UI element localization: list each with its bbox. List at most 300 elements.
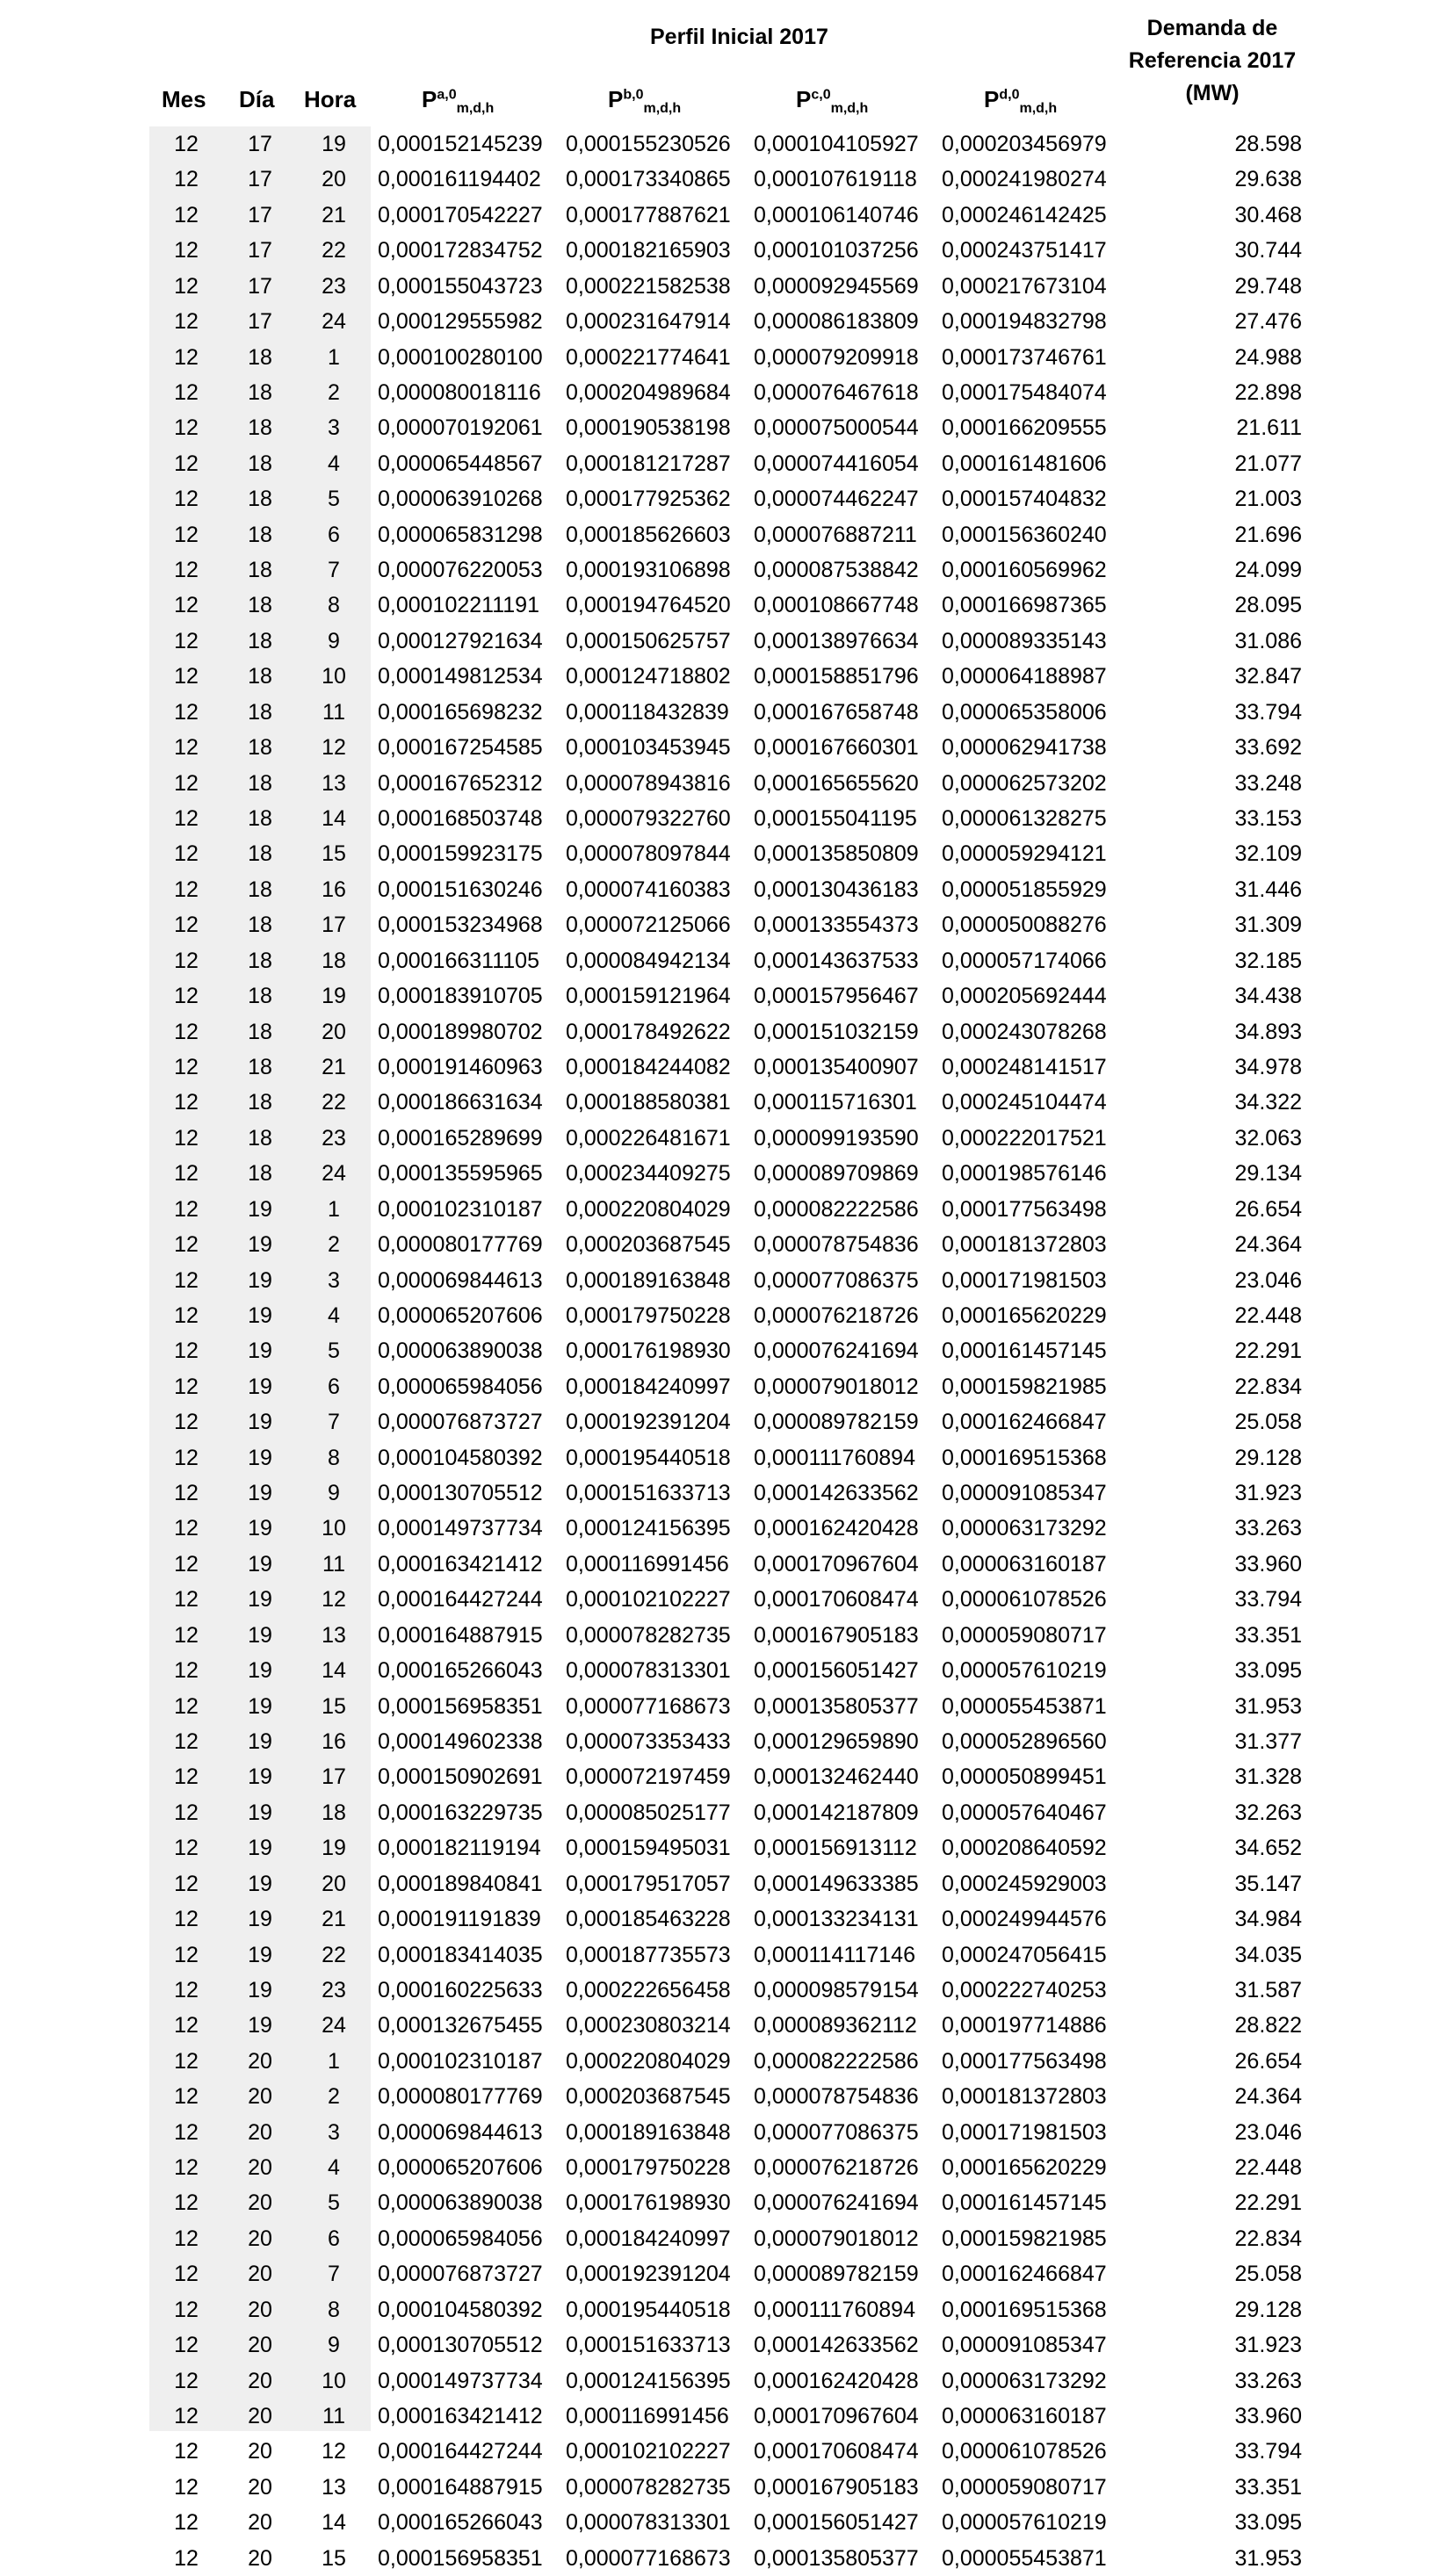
cell-hora: 19 [322, 984, 346, 1009]
cell-mes: 12 [174, 1445, 199, 1470]
cell-pc: 0,000078754836 [754, 1232, 919, 1258]
cell-pa: 0,000149737734 [378, 2368, 543, 2393]
cell-demanda: 31.328 [1234, 1764, 1302, 1790]
cell-pa: 0,000102211191 [378, 593, 539, 618]
cell-hora: 17 [322, 1764, 346, 1790]
cell-pd: 0,000065358006 [942, 699, 1107, 725]
cell-demanda: 33.153 [1234, 806, 1302, 832]
cell-pc: 0,000142633562 [754, 1481, 919, 1506]
cell-demanda: 33.263 [1234, 1516, 1302, 1541]
pb-subscript: m,d,h [643, 101, 682, 117]
cell-pb: 0,000195440518 [566, 2297, 731, 2322]
cell-demanda: 32.063 [1234, 1125, 1302, 1151]
cell-hora: 9 [328, 2333, 340, 2358]
table-row [0, 1689, 1453, 1724]
cell-pa: 0,000080177769 [378, 2084, 543, 2110]
cell-pa: 0,000153234968 [378, 913, 543, 938]
cell-demanda: 33.095 [1234, 1658, 1302, 1684]
cell-pd: 0,000091085347 [942, 2333, 1107, 2358]
cell-mes: 12 [174, 1622, 199, 1648]
cell-dia: 19 [248, 1196, 272, 1222]
table-row [0, 2115, 1453, 2150]
cell-mes: 12 [174, 1267, 199, 1293]
cell-pb: 0,000176198930 [566, 1339, 731, 1364]
cell-pb: 0,000072125066 [566, 913, 731, 938]
cell-pd: 0,000059080717 [942, 2474, 1107, 2500]
cell-hora: 10 [322, 2368, 346, 2393]
cell-pa: 0,000165289699 [378, 1125, 543, 1151]
cell-pc: 0,000076241694 [754, 2190, 919, 2216]
cell-pc: 0,000142187809 [754, 1800, 919, 1825]
cell-pc: 0,000156051427 [754, 2510, 919, 2536]
table-row [0, 659, 1453, 694]
cell-pb: 0,000077168673 [566, 2545, 731, 2571]
cell-pd: 0,000173746761 [942, 344, 1107, 370]
cell-pc: 0,000089362112 [754, 2013, 917, 2038]
cell-hora: 2 [328, 2084, 340, 2110]
cell-pa: 0,000069844613 [378, 1267, 543, 1293]
table-row [0, 1937, 1453, 1973]
cell-dia: 18 [248, 1090, 272, 1115]
cell-mes: 12 [174, 2297, 199, 2322]
table-row [0, 1333, 1453, 1368]
cell-demanda: 33.351 [1234, 1622, 1302, 1648]
cell-demanda: 34.322 [1234, 1090, 1302, 1115]
cell-mes: 12 [174, 1339, 199, 1364]
cell-demanda: 30.744 [1234, 238, 1302, 263]
cell-pa: 0,000065984056 [378, 1374, 543, 1399]
cell-mes: 12 [174, 2404, 199, 2428]
cell-mes: 12 [174, 735, 199, 761]
cell-pd: 0,000091085347 [942, 1481, 1107, 1506]
cell-mes: 12 [174, 628, 199, 653]
cell-pa: 0,000076873727 [378, 2262, 543, 2287]
cell-dia: 19 [248, 1907, 272, 1932]
cell-pc: 0,000167660301 [754, 735, 919, 761]
cell-mes: 12 [174, 913, 199, 938]
cell-dia: 18 [248, 699, 272, 725]
cell-pb: 0,000176198930 [566, 2190, 731, 2216]
column-header-mes: Mes [162, 86, 206, 112]
cell-demanda: 33.794 [1234, 699, 1302, 725]
cell-pb: 0,000184240997 [566, 1374, 731, 1399]
cell-hora: 9 [328, 628, 340, 653]
cell-pb: 0,000220804029 [566, 2048, 731, 2074]
cell-pa: 0,000164427244 [378, 2439, 543, 2464]
cell-mes: 12 [174, 770, 199, 796]
cell-mes: 12 [174, 593, 199, 618]
cell-pd: 0,000057174066 [942, 948, 1107, 973]
cell-pb: 0,000102102227 [566, 1587, 731, 1613]
cell-pb: 0,000078313301 [566, 2510, 731, 2536]
cell-pb: 0,000124718802 [566, 664, 731, 689]
cell-pc: 0,000078754836 [754, 2084, 919, 2110]
cell-pd: 0,000217673104 [942, 273, 1107, 299]
cell-mes: 12 [174, 1942, 199, 1967]
cell-pa: 0,000149737734 [378, 1516, 543, 1541]
cell-pd: 0,000245929003 [942, 1871, 1107, 1896]
cell-demanda: 34.035 [1234, 1942, 1302, 1967]
cell-demanda: 32.185 [1234, 948, 1302, 973]
cell-pb: 0,000085025177 [566, 1800, 731, 1825]
cell-pa: 0,000065984056 [378, 2226, 543, 2251]
cell-demanda: 25.058 [1234, 1410, 1302, 1435]
cell-mes: 12 [174, 1302, 199, 1328]
cell-pa: 0,000130705512 [378, 1481, 543, 1506]
table-row [0, 2044, 1453, 2079]
cell-pa: 0,000102310187 [378, 1196, 543, 1222]
cell-pa: 0,000163421412 [378, 1551, 543, 1577]
cell-demanda: 29.128 [1234, 2297, 1302, 2322]
cell-mes: 12 [174, 132, 199, 156]
cell-pb: 0,000179750228 [566, 1302, 731, 1328]
cell-demanda: 22.291 [1234, 2190, 1302, 2216]
table-row [0, 907, 1453, 942]
cell-pd: 0,000063160187 [942, 1551, 1107, 1577]
cell-pa: 0,000170542227 [378, 202, 543, 227]
cell-demanda: 22.834 [1234, 2226, 1302, 2251]
cell-pa: 0,000189840841 [378, 1871, 543, 1896]
cell-pc: 0,000092945569 [754, 273, 919, 299]
cell-dia: 19 [248, 1302, 272, 1328]
cell-pc: 0,000074462247 [754, 487, 919, 512]
cell-pb: 0,000116991456 [566, 1551, 729, 1577]
cell-demanda: 22.448 [1234, 2155, 1302, 2181]
cell-mes: 12 [174, 1374, 199, 1399]
pc-subscript: m,d,h [830, 101, 869, 117]
cell-mes: 12 [174, 2119, 199, 2145]
cell-mes: 12 [174, 1090, 199, 1115]
cell-dia: 20 [248, 2439, 272, 2464]
pa-superscript: a,0 [437, 87, 457, 103]
cell-dia: 20 [248, 2048, 272, 2074]
cell-pc: 0,000089782159 [754, 1410, 919, 1435]
cell-pc: 0,000156913112 [754, 1836, 917, 1861]
cell-pc: 0,000089709869 [754, 1161, 919, 1187]
cell-dia: 17 [248, 238, 272, 263]
cell-pd: 0,000247056415 [942, 1942, 1107, 1967]
cell-pc: 0,000155041195 [754, 806, 917, 832]
cell-pd: 0,000243751417 [942, 238, 1107, 263]
table-row [0, 1830, 1453, 1865]
cell-dia: 19 [248, 1977, 272, 2002]
cell-pa: 0,000065207606 [378, 2155, 543, 2181]
cell-pb: 0,000173340865 [566, 167, 731, 192]
cell-pd: 0,000161457145 [942, 2190, 1107, 2216]
cell-hora: 23 [322, 273, 346, 299]
cell-demanda: 28.095 [1234, 593, 1302, 618]
cell-demanda: 31.446 [1234, 877, 1302, 902]
cell-dia: 18 [248, 1054, 272, 1079]
table-row [0, 410, 1453, 445]
cell-pc: 0,000170608474 [754, 1587, 919, 1613]
cell-pa: 0,000161194402 [378, 167, 541, 192]
column-header-pd: P$^{d,0}_{m,d,h}$ [984, 86, 1058, 117]
cell-pb: 0,000194764520 [566, 593, 731, 618]
cell-mes: 12 [174, 1693, 199, 1719]
cell-pa: 0,000165266043 [378, 1658, 543, 1684]
cell-pc: 0,000079018012 [754, 2226, 919, 2251]
cell-pb: 0,000150625757 [566, 628, 731, 653]
cell-dia: 18 [248, 344, 272, 370]
cell-dia: 19 [248, 1410, 272, 1435]
cell-dia: 17 [248, 309, 272, 335]
cell-pc: 0,000132462440 [754, 1764, 919, 1790]
cell-pb: 0,000190538198 [566, 415, 731, 441]
cell-pc: 0,000099193590 [754, 1125, 919, 1151]
cell-pd: 0,000194832798 [942, 309, 1107, 335]
column-header-hora: Hora [304, 86, 357, 112]
cell-pa: 0,000080018116 [378, 379, 541, 405]
cell-pc: 0,000108667748 [754, 593, 919, 618]
cell-hora: 16 [322, 1728, 346, 1754]
cell-pd: 0,000205692444 [942, 984, 1107, 1009]
cell-hora: 7 [328, 2262, 340, 2287]
cell-pa: 0,000069844613 [378, 2119, 543, 2145]
cell-dia: 20 [248, 2155, 272, 2181]
cell-mes: 12 [174, 1871, 199, 1896]
cell-hora: 3 [328, 2119, 340, 2145]
column-header-pa: P$^{a,0}_{m,d,h}$ [422, 86, 495, 117]
cell-pc: 0,000165655620 [754, 770, 919, 796]
cell-pb: 0,000221582538 [566, 273, 731, 299]
cell-hora: 13 [322, 770, 346, 796]
cell-hora: 15 [322, 1693, 346, 1719]
table-row [0, 481, 1453, 516]
cell-dia: 17 [248, 132, 272, 156]
table-row [0, 517, 1453, 552]
cell-pd: 0,000051855929 [942, 877, 1107, 902]
cell-pd: 0,000198576146 [942, 1161, 1107, 1187]
cell-mes: 12 [174, 1977, 199, 2002]
cell-pc: 0,000162420428 [754, 2368, 919, 2393]
table-row [0, 2008, 1453, 2043]
cell-pd: 0,000171981503 [942, 1267, 1107, 1293]
cell-pc: 0,000135850809 [754, 841, 919, 867]
cell-hora: 18 [322, 948, 346, 973]
cell-mes: 12 [174, 1587, 199, 1613]
cell-pa: 0,000150902691 [378, 1764, 543, 1790]
cell-mes: 12 [174, 1551, 199, 1577]
cell-dia: 19 [248, 1693, 272, 1719]
cell-demanda: 31.923 [1234, 1481, 1302, 1506]
table-row [0, 1440, 1453, 1476]
cell-pd: 0,000248141517 [942, 1054, 1107, 1079]
table-row [0, 943, 1453, 978]
cell-pd: 0,000156360240 [942, 522, 1107, 547]
cell-hora: 10 [322, 664, 346, 689]
table-row [0, 2292, 1453, 2327]
cell-hora: 23 [322, 1977, 346, 2002]
cell-pa: 0,000132675455 [378, 2013, 543, 2038]
cell-pc: 0,000076218726 [754, 2155, 919, 2181]
cell-pd: 0,000222740253 [942, 1977, 1107, 2002]
cell-dia: 20 [248, 2190, 272, 2216]
cell-pd: 0,000177563498 [942, 2048, 1107, 2074]
cell-mes: 12 [174, 984, 199, 1009]
cell-demanda: 26.654 [1234, 1196, 1302, 1222]
cell-pc: 0,000098579154 [754, 1977, 919, 2002]
cell-dia: 20 [248, 2084, 272, 2110]
cell-dia: 20 [248, 2226, 272, 2251]
cell-mes: 12 [174, 1019, 199, 1044]
cell-dia: 20 [248, 2474, 272, 2500]
cell-mes: 12 [174, 699, 199, 725]
cell-pd: 0,000165620229 [942, 1302, 1107, 1328]
cell-hora: 21 [322, 202, 346, 227]
cell-pa: 0,000189980702 [378, 1019, 543, 1044]
cell-pa: 0,000168503748 [378, 806, 543, 832]
cell-mes: 12 [174, 2262, 199, 2287]
cell-pb: 0,000179750228 [566, 2155, 731, 2181]
cell-dia: 18 [248, 522, 272, 547]
table-row [0, 1298, 1453, 1333]
cell-hora: 14 [322, 806, 346, 832]
table-row [0, 340, 1453, 375]
cell-hora: 16 [322, 877, 346, 902]
cell-pc: 0,000082222586 [754, 2048, 919, 2074]
cell-pa: 0,000165266043 [378, 2510, 543, 2536]
table-row [0, 1085, 1453, 1120]
cell-mes: 12 [174, 2084, 199, 2110]
cell-pb: 0,000230803214 [566, 2013, 731, 2038]
cell-demanda: 34.652 [1234, 1836, 1302, 1861]
table-row [0, 1227, 1453, 1262]
table-row [0, 1050, 1453, 1085]
cell-mes: 12 [174, 2545, 199, 2571]
cell-pd: 0,000057610219 [942, 1658, 1107, 1684]
cell-pb: 0,000118432839 [566, 699, 729, 725]
cell-dia: 20 [248, 2510, 272, 2536]
table-row [0, 162, 1453, 197]
cell-pd: 0,000061078526 [942, 2439, 1107, 2464]
cell-pa: 0,000165698232 [378, 699, 543, 725]
cell-dia: 19 [248, 1339, 272, 1364]
cell-hora: 4 [328, 451, 340, 476]
cell-pd: 0,000177563498 [942, 1196, 1107, 1222]
cell-hora: 11 [322, 1551, 345, 1577]
cell-mes: 12 [174, 2439, 199, 2464]
cell-mes: 12 [174, 1658, 199, 1684]
table-row [0, 1901, 1453, 1937]
cell-dia: 19 [248, 1374, 272, 1399]
table-row [0, 269, 1453, 304]
cell-demanda: 28.598 [1234, 132, 1302, 156]
cell-dia: 18 [248, 984, 272, 1009]
cell-dia: 19 [248, 1481, 272, 1506]
cell-pc: 0,000143637533 [754, 948, 919, 973]
cell-pb: 0,000078313301 [566, 1658, 731, 1684]
table-row [0, 1653, 1453, 1688]
cell-pd: 0,000241980274 [942, 167, 1107, 192]
cell-pa: 0,000160225633 [378, 1977, 543, 2002]
cell-pc: 0,000151032159 [754, 1019, 919, 1044]
cell-hora: 23 [322, 1125, 346, 1151]
cell-mes: 12 [174, 841, 199, 867]
cell-mes: 12 [174, 167, 199, 192]
cell-pa: 0,000063890038 [378, 1339, 543, 1364]
cell-dia: 18 [248, 877, 272, 902]
cell-dia: 19 [248, 1942, 272, 1967]
cell-demanda: 33.351 [1234, 2474, 1302, 2500]
cell-demanda: 29.128 [1234, 1445, 1302, 1470]
cell-hora: 17 [322, 913, 346, 938]
cell-pb: 0,000116991456 [566, 2404, 729, 2428]
cell-mes: 12 [174, 1764, 199, 1790]
cell-pc: 0,000167905183 [754, 2474, 919, 2500]
cell-mes: 12 [174, 2013, 199, 2038]
cell-pc: 0,000142633562 [754, 2333, 919, 2358]
cell-pa: 0,000167254585 [378, 735, 543, 761]
cell-pc: 0,000149633385 [754, 1871, 919, 1896]
cell-hora: 12 [322, 2439, 346, 2464]
demand-column-header [1116, 12, 1309, 110]
cell-pd: 0,000061078526 [942, 1587, 1107, 1613]
cell-dia: 19 [248, 1267, 272, 1293]
cell-hora: 6 [328, 522, 340, 547]
cell-pc: 0,000167905183 [754, 1622, 919, 1648]
cell-hora: 15 [322, 2545, 346, 2571]
cell-demanda: 31.377 [1234, 1728, 1302, 1754]
cell-demanda: 33.095 [1234, 2510, 1302, 2536]
cell-dia: 18 [248, 913, 272, 938]
cell-demanda: 29.748 [1234, 273, 1302, 299]
cell-pa: 0,000163229735 [378, 1800, 543, 1825]
cell-hora: 14 [322, 1658, 346, 1684]
cell-hora: 12 [322, 1587, 346, 1613]
cell-hora: 22 [322, 1090, 346, 1115]
cell-pb: 0,000072197459 [566, 1764, 731, 1790]
cell-pc: 0,000076467618 [754, 379, 919, 405]
cell-pa: 0,000183414035 [378, 1942, 543, 1967]
cell-pc: 0,000077086375 [754, 2119, 919, 2145]
cell-pb: 0,000192391204 [566, 1410, 731, 1435]
cell-hora: 22 [322, 1942, 346, 1967]
cell-dia: 18 [248, 1161, 272, 1187]
cell-dia: 17 [248, 202, 272, 227]
cell-mes: 12 [174, 1410, 199, 1435]
table-row [0, 1121, 1453, 1156]
cell-pb: 0,000195440518 [566, 1445, 731, 1470]
cell-pa: 0,000149602338 [378, 1728, 543, 1754]
cell-pa: 0,000129555982 [378, 309, 543, 335]
cell-pd: 0,000064188987 [942, 664, 1107, 689]
cell-dia: 20 [248, 2368, 272, 2393]
cell-dia: 19 [248, 1622, 272, 1648]
cell-pa: 0,000065207606 [378, 1302, 543, 1328]
cell-pc: 0,000135805377 [754, 1693, 919, 1719]
cell-pa: 0,000102310187 [378, 2048, 543, 2074]
cell-pd: 0,000181372803 [942, 1232, 1107, 1258]
cell-pc: 0,000101037256 [754, 238, 919, 263]
cell-pb: 0,000074160383 [566, 877, 731, 902]
cell-mes: 12 [174, 415, 199, 441]
table-row [0, 304, 1453, 339]
cell-hora: 7 [328, 558, 340, 583]
cell-pd: 0,000160569962 [942, 558, 1107, 583]
cell-pc: 0,000082222586 [754, 1196, 919, 1222]
cell-pd: 0,000166209555 [942, 415, 1107, 441]
cell-pd: 0,000246142425 [942, 202, 1107, 227]
cell-mes: 12 [174, 1800, 199, 1825]
cell-pd: 0,000208640592 [942, 1836, 1107, 1861]
cell-pd: 0,000050088276 [942, 913, 1107, 938]
cell-pb: 0,000189163848 [566, 2119, 731, 2145]
cell-demanda: 33.960 [1234, 1551, 1302, 1577]
cell-hora: 22 [322, 238, 346, 263]
cell-pb: 0,000222656458 [566, 1977, 731, 2002]
cell-dia: 19 [248, 1836, 272, 1861]
